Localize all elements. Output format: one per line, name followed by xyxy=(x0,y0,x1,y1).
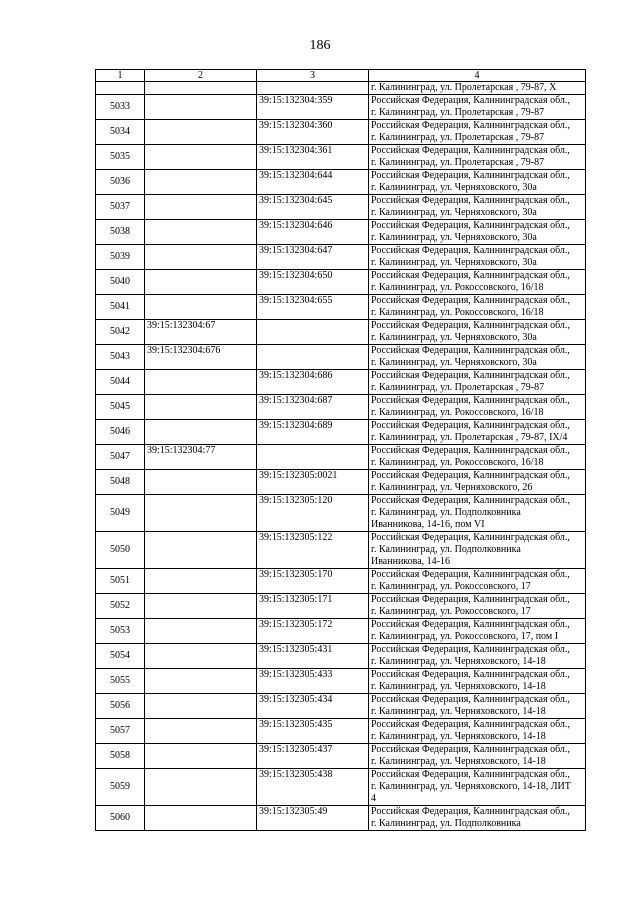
table-row xyxy=(96,170,586,195)
address-line: г. Калининград, ул. Черняховского, 30а xyxy=(371,232,537,243)
cadastral-number-col3: 39:15:132305:435 xyxy=(257,719,369,744)
address-cell xyxy=(369,719,586,744)
address-line: г. Калининград, ул. Пролетарская , 79-87 xyxy=(371,382,545,393)
address-line: г. Калининград, ул. Пролетарская , 79-87 xyxy=(371,107,545,118)
cadastral-number-col2 xyxy=(145,420,257,445)
table-row xyxy=(96,744,586,769)
cadastral-number-col2 xyxy=(145,370,257,395)
cadastral-number-col2 xyxy=(145,619,257,644)
cadastral-number-col3 xyxy=(257,445,369,470)
address-line: Российская Федерация, Калининградская обл., xyxy=(371,644,570,655)
row-number: 5060 xyxy=(96,806,145,831)
table-row xyxy=(96,320,586,345)
cadastral-number-col3: 39:15:132305:433 xyxy=(257,669,369,694)
row-number: 5054 xyxy=(96,644,145,669)
address-line: Российская Федерация, Калининградская обл., xyxy=(371,145,570,156)
address-cell xyxy=(369,420,586,445)
address-cell xyxy=(369,619,586,644)
row-number: 5052 xyxy=(96,594,145,619)
table-row xyxy=(96,295,586,320)
cadastral-number-col2 xyxy=(145,569,257,594)
address-line: г. Калининград, ул. Черняховского, 30а xyxy=(371,182,537,193)
cadastral-number-col3: 39:15:132305:170 xyxy=(257,569,369,594)
table-row xyxy=(96,445,586,470)
table-row xyxy=(96,195,586,220)
row-number: 5058 xyxy=(96,744,145,769)
row-number: 5055 xyxy=(96,669,145,694)
row-number: 5057 xyxy=(96,719,145,744)
address-line: г. Калининград, ул. Рокоссовского, 17, пом I xyxy=(371,631,559,642)
cadastral-number-col3: 39:15:132304:645 xyxy=(257,195,369,220)
continuation-cell-1 xyxy=(96,82,145,95)
cadastral-number-col2 xyxy=(145,220,257,245)
row-number: 5036 xyxy=(96,170,145,195)
cadastral-number-col3: 39:15:132304:655 xyxy=(257,295,369,320)
address-cell xyxy=(369,295,586,320)
row-number: 5034 xyxy=(96,120,145,145)
address-line: г. Калининград, ул. Пролетарская , 79-87, IX/4 xyxy=(371,432,568,443)
address-line: г. Калининград, ул. Подполковника xyxy=(371,507,521,518)
address-cell xyxy=(369,445,586,470)
cadastral-number-col3: 39:15:132304:687 xyxy=(257,395,369,420)
address-cell xyxy=(369,345,586,370)
table-row xyxy=(96,120,586,145)
cadastral-number-col3: 39:15:132305:431 xyxy=(257,644,369,669)
address-line: Российская Федерация, Калининградская обл., xyxy=(371,619,570,630)
row-number: 5050 xyxy=(96,532,145,569)
cadastral-number-col2: 39:15:132304:67 xyxy=(145,320,257,345)
cadastral-number-col3: 39:15:132304:650 xyxy=(257,270,369,295)
address-cell xyxy=(369,744,586,769)
table-row xyxy=(96,619,586,644)
table-row xyxy=(96,145,586,170)
address-cell xyxy=(369,569,586,594)
row-number: 5059 xyxy=(96,769,145,806)
address-line: г. Калининград, ул. Черняховского, 30а xyxy=(371,332,537,343)
table-row xyxy=(96,569,586,594)
cadastral-number-col3 xyxy=(257,345,369,370)
address-cell xyxy=(369,120,586,145)
address-cell xyxy=(369,594,586,619)
row-number: 5035 xyxy=(96,145,145,170)
address-line: Российская Федерация, Калининградская обл., xyxy=(371,170,570,181)
address-cell xyxy=(369,532,586,569)
cadastral-number-col3: 39:15:132304:646 xyxy=(257,220,369,245)
address-line: Российская Федерация, Калининградская обл., xyxy=(371,694,570,705)
address-cell xyxy=(369,769,586,806)
row-number: 5037 xyxy=(96,195,145,220)
table-row xyxy=(96,532,586,569)
cadastral-number-col2 xyxy=(145,195,257,220)
table-row xyxy=(96,95,586,120)
cadastral-number-col3: 39:15:132305:120 xyxy=(257,495,369,532)
address-cell xyxy=(369,320,586,345)
row-number: 5053 xyxy=(96,619,145,644)
address-line: г. Калининград, ул. Черняховского, 14-18 xyxy=(371,656,546,667)
cadastral-number-col2: 39:15:132304:676 xyxy=(145,345,257,370)
header-col-4: 4 xyxy=(369,70,586,82)
address-line: Российская Федерация, Калининградская обл., xyxy=(371,806,570,817)
table-header xyxy=(96,70,586,82)
cadastral-number-col3: 39:15:132305:172 xyxy=(257,619,369,644)
address-line: Российская Федерация, Калининградская обл., xyxy=(371,245,570,256)
address-line: Российская Федерация, Калининградская обл., xyxy=(371,445,570,456)
table-body xyxy=(96,82,586,831)
row-number: 5051 xyxy=(96,569,145,594)
address-cell xyxy=(369,95,586,120)
cadastral-number-col3: 39:15:132304:647 xyxy=(257,245,369,270)
cadastral-number-col2 xyxy=(145,145,257,170)
address-line: г. Калининград, ул. Черняховского, 30а xyxy=(371,357,537,368)
table-row xyxy=(96,769,586,806)
address-line: Российская Федерация, Калининградская обл., xyxy=(371,395,570,406)
continuation-cell-3 xyxy=(257,82,369,95)
table-row xyxy=(96,470,586,495)
header-col-1: 1 xyxy=(96,70,145,82)
row-number: 5046 xyxy=(96,420,145,445)
address-line: Российская Федерация, Калининградская обл., xyxy=(371,295,570,306)
address-line: 4 xyxy=(371,793,376,804)
cadastral-number-col2 xyxy=(145,295,257,320)
cadastral-number-col2 xyxy=(145,669,257,694)
address-line: г. Калининград, ул. Пролетарская , 79-87 xyxy=(371,157,545,168)
address-line: Российская Федерация, Калининградская обл., xyxy=(371,120,570,131)
cadastral-number-col2 xyxy=(145,245,257,270)
cadastral-number-col2: 39:15:132304:77 xyxy=(145,445,257,470)
address-line: Российская Федерация, Калининградская обл., xyxy=(371,532,570,543)
address-line: Российская Федерация, Калининградская обл., xyxy=(371,370,570,381)
address-line: г. Калининград, ул. Черняховского, 14-18, ЛИТ xyxy=(371,781,571,792)
address-cell xyxy=(369,195,586,220)
cadastral-number-col3: 39:15:132305:171 xyxy=(257,594,369,619)
cadastral-number-col2 xyxy=(145,594,257,619)
cadastral-number-col3: 39:15:132305:438 xyxy=(257,769,369,806)
cadastral-number-col3: 39:15:132305:434 xyxy=(257,694,369,719)
continuation-cell-2 xyxy=(145,82,257,95)
table-row xyxy=(96,694,586,719)
address-line: Российская Федерация, Калининградская обл., xyxy=(371,195,570,206)
cadastral-number-col2 xyxy=(145,470,257,495)
table-row xyxy=(96,370,586,395)
cadastral-number-col2 xyxy=(145,644,257,669)
cadastral-number-col2 xyxy=(145,270,257,295)
continuation-row xyxy=(96,82,586,95)
page-number: 186 xyxy=(309,38,331,53)
address-line: Российская Федерация, Калининградская обл., xyxy=(371,744,570,755)
table-row xyxy=(96,270,586,295)
address-line: Российская Федерация, Калининградская обл., xyxy=(371,769,570,780)
address-line: г. Калининград, ул. Черняховского, 30а xyxy=(371,257,537,268)
address-line: г. Калининград, ул. Подполковника xyxy=(371,544,521,555)
table-row xyxy=(96,395,586,420)
address-cell xyxy=(369,170,586,195)
row-number: 5043 xyxy=(96,345,145,370)
cadastral-number-col3 xyxy=(257,320,369,345)
address-cell xyxy=(369,669,586,694)
continuation-address: г. Калининград, ул. Пролетарская , 79-87, X xyxy=(369,82,586,95)
cadastral-number-col3: 39:15:132304:360 xyxy=(257,120,369,145)
address-line: Российская Федерация, Калининградская обл., xyxy=(371,270,570,281)
table-row xyxy=(96,594,586,619)
address-line: г. Калининград, ул. Черняховского, 14-18 xyxy=(371,731,546,742)
address-line: г. Калининград, ул. Пролетарская , 79-87 xyxy=(371,132,545,143)
header-row xyxy=(96,70,586,82)
cadastral-number-col2 xyxy=(145,744,257,769)
row-number: 5038 xyxy=(96,220,145,245)
cadastral-number-col2 xyxy=(145,170,257,195)
address-cell xyxy=(369,644,586,669)
row-number: 5049 xyxy=(96,495,145,532)
table-row xyxy=(96,245,586,270)
cadastral-number-col2 xyxy=(145,120,257,145)
address-line: г. Калининград, ул. Черняховского, 30а xyxy=(371,207,537,218)
address-line: г. Калининград, ул. Подполковника xyxy=(371,818,521,829)
header-col-2: 2 xyxy=(145,70,257,82)
address-line: г. Калининград, ул. Черняховского, 14-18 xyxy=(371,681,546,692)
address-line: Российская Федерация, Калининградская обл., xyxy=(371,345,570,356)
row-number: 5041 xyxy=(96,295,145,320)
address-line: г. Калининград, ул. Черняховского, 14-18 xyxy=(371,756,546,767)
address-cell xyxy=(369,245,586,270)
registry-table xyxy=(95,69,586,831)
row-number: 5040 xyxy=(96,270,145,295)
cadastral-number-col3: 39:15:132305:437 xyxy=(257,744,369,769)
address-cell xyxy=(369,220,586,245)
address-line: Российская Федерация, Калининградская обл., xyxy=(371,569,570,580)
cadastral-number-col2 xyxy=(145,95,257,120)
table-row xyxy=(96,806,586,831)
cadastral-number-col2 xyxy=(145,532,257,569)
table-row xyxy=(96,220,586,245)
table-row xyxy=(96,644,586,669)
address-cell xyxy=(369,495,586,532)
address-line: Российская Федерация, Калининградская обл., xyxy=(371,320,570,331)
address-cell xyxy=(369,370,586,395)
cadastral-number-col2 xyxy=(145,806,257,831)
cadastral-number-col2 xyxy=(145,495,257,532)
row-number: 5045 xyxy=(96,395,145,420)
cadastral-number-col2 xyxy=(145,395,257,420)
row-number: 5042 xyxy=(96,320,145,345)
address-line: Российская Федерация, Калининградская обл., xyxy=(371,495,570,506)
row-number: 5033 xyxy=(96,95,145,120)
cadastral-number-col3: 39:15:132304:689 xyxy=(257,420,369,445)
table-row xyxy=(96,719,586,744)
table-row xyxy=(96,345,586,370)
address-line: г. Калининград, ул. Рокоссовского, 16/18 xyxy=(371,457,544,468)
address-line: г. Калининград, ул. Черняховского, 14-18 xyxy=(371,706,546,717)
address-line: Иванникова, 14-16 xyxy=(371,556,451,567)
address-cell xyxy=(369,270,586,295)
row-number: 5044 xyxy=(96,370,145,395)
cadastral-number-col3: 39:15:132304:644 xyxy=(257,170,369,195)
row-number: 5039 xyxy=(96,245,145,270)
cadastral-number-col3: 39:15:132305:122 xyxy=(257,532,369,569)
address-line: г. Калининград, ул. Рокоссовского, 17 xyxy=(371,606,531,617)
address-line: Российская Федерация, Калининградская обл., xyxy=(371,470,570,481)
address-line: Российская Федерация, Калининградская обл., xyxy=(371,95,570,106)
address-line: Российская Федерация, Калининградская обл., xyxy=(371,594,570,605)
address-line: Российская Федерация, Калининградская обл., xyxy=(371,220,570,231)
cadastral-number-col2 xyxy=(145,694,257,719)
row-number: 5047 xyxy=(96,445,145,470)
row-number: 5048 xyxy=(96,470,145,495)
cadastral-number-col3: 39:15:132304:359 xyxy=(257,95,369,120)
address-line: г. Калининград, ул. Рокоссовского, 16/18 xyxy=(371,407,544,418)
address-cell xyxy=(369,694,586,719)
address-line: Российская Федерация, Калининградская обл., xyxy=(371,719,570,730)
address-line: Российская Федерация, Калининградская обл., xyxy=(371,420,570,431)
row-number: 5056 xyxy=(96,694,145,719)
address-line: Иванникова, 14-16, пом VI xyxy=(371,519,485,530)
address-cell xyxy=(369,395,586,420)
cadastral-number-col3: 39:15:132304:361 xyxy=(257,145,369,170)
address-line: г. Калининград, ул. Черняховского, 26 xyxy=(371,482,533,493)
cadastral-number-col2 xyxy=(145,769,257,806)
table-row xyxy=(96,669,586,694)
address-cell xyxy=(369,470,586,495)
header-col-3: 3 xyxy=(257,70,369,82)
cadastral-number-col3: 39:15:132304:686 xyxy=(257,370,369,395)
address-cell xyxy=(369,806,586,831)
table-row xyxy=(96,420,586,445)
address-line: г. Калининград, ул. Рокоссовского, 16/18 xyxy=(371,307,544,318)
address-line: Российская Федерация, Калининградская обл., xyxy=(371,669,570,680)
address-cell xyxy=(369,145,586,170)
cadastral-number-col3: 39:15:132305:49 xyxy=(257,806,369,831)
cadastral-number-col2 xyxy=(145,719,257,744)
table-row xyxy=(96,495,586,532)
address-line: г. Калининград, ул. Рокоссовского, 17 xyxy=(371,581,531,592)
address-line: г. Калининград, ул. Рокоссовского, 16/18 xyxy=(371,282,544,293)
cadastral-number-col3: 39:15:132305:0021 xyxy=(257,470,369,495)
